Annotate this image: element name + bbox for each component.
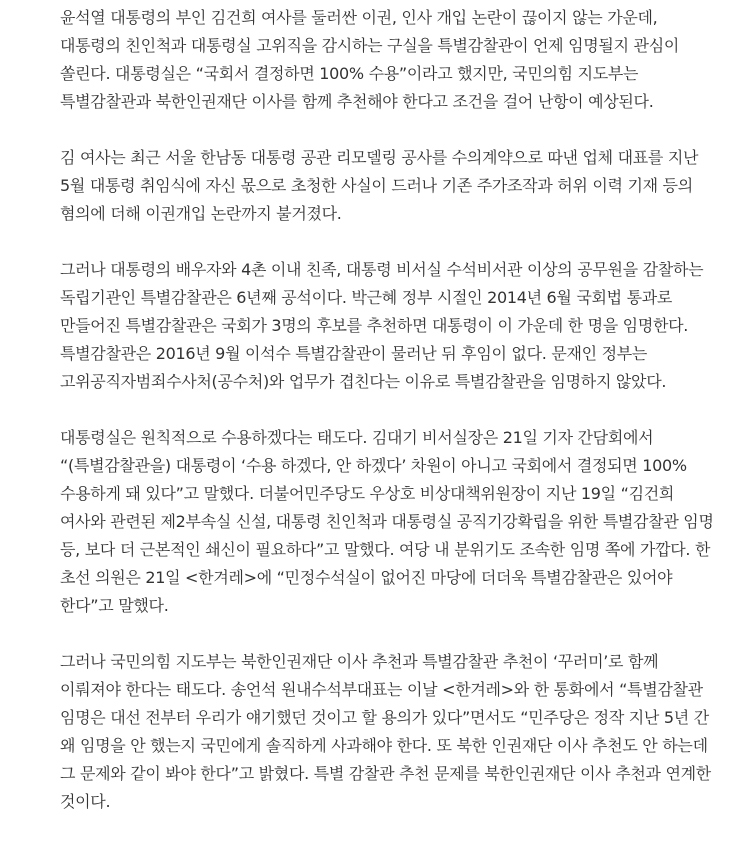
article-paragraph-3: 그러나 대통령의 배우자와 4촌 이내 친족, 대통령 비서실 수석비서관 이상의 공무원을 감찰하는 독립기관인 특별감찰관은 6년째 공석이다. 박근혜 정부 시절인 2014년 6월 국회법 통과로 만들어진 특별감찰관은 국회가 3명의 후보를 추천하면 대통령이 이 가운데 한 명을 임명한다. 특별감찰관은 2016년 9월 이석수 특별감찰관이 물러난 뒤 후임이 없다. 문재인 정부는 고위공직자범죄수사처(공수처)와 업무가 겹친다는 이유로 특별감찰관을 임명하지 않았다. [60,260,704,391]
article-paragraph-5: 그러나 국민의힘 지도부는 북한인권재단 이사 추천과 특별감찰관 추천이 ‘꾸러미’로 함께 이뤄져야 한다는 태도다. 송언석 원내수석부대표는 이날 <한겨레>와 한 통화에서 “특별감찰관 임명은 대선 전부터 우리가 얘기했던 것이고 할 용의가 있다”면서도 “민주당은 정작 지난 5년 간 왜 임명을 안 했는지 국민에게 솔직하게 사과해야 한다. 또 북한 인권재단 이사 추천도 안 하는데 그 문제와 같이 봐야 한다”고 밝혔다. 특별 감찰관 추천 문제를 북한인권재단 이사 추천과 연계한 것이다. [60,652,711,811]
article-paragraph-4: 대통령실은 원칙적으로 수용하겠다는 태도다. 김대기 비서실장은 21일 기자 간담회에서 “(특별감찰관을) 대통령이 ‘수용 하겠다, 안 하겠다’ 차원이 아니고 국회에서 결정되면 100% 수용하게 돼 있다”고 말했다. 더불어민주당도 우상호 비상대책위원장이 지난 19일 “김건희 여사와 관련된 제2부속실 신설, 대통령 친인척과 대통령실 공직기강확립을 위한 특별감찰관 임명 등, 보다 더 근본적인 쇄신이 필요하다”고 말했다. 여당 내 분위기도 조속한 임명 쪽에 가깝다. 한 초선 의원은 21일 <한겨레>에 “민정수석실이 없어진 마당에 더더욱 특별감찰관은 있어야 한다”고 말했다. [60,428,714,615]
article-paragraph-1: 윤석열 대통령의 부인 김건희 여사를 둘러싼 이권, 인사 개입 논란이 끊이지 않는 가운데, 대통령의 친인척과 대통령실 고위직을 감시하는 구실을 특별감찰관이 언제 임명될지 관심이 쏠린다. 대통령실은 “국회서 결정하면 100% 수용”이라고 했지만, 국민의힘 지도부는 특별감찰관과 북한인권재단 이사를 함께 추천해야 한다고 조건을 걸어 난항이 예상된다. [60,8,680,111]
article-body [60,4,722,816]
article-paragraph-2: 김 여사는 최근 서울 한남동 대통령 공관 리모델링 공사를 수의계약으로 따낸 업체 대표를 지난 5월 대통령 취임식에 자신 몫으로 초청한 사실이 드러나 기존 주가조작과 허위 이력 기재 등의 혐의에 더해 이권개입 논란까지 불거졌다. [60,148,699,223]
